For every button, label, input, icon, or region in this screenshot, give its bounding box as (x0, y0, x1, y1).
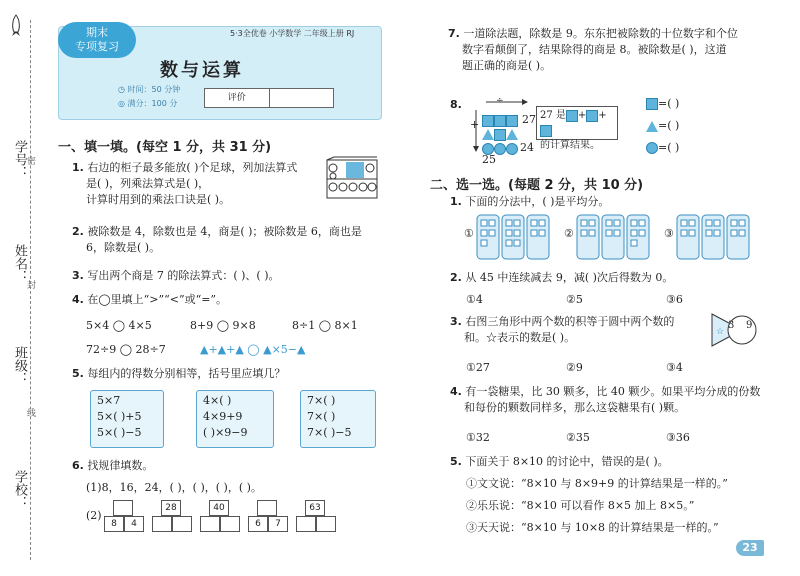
review-badge (58, 22, 136, 58)
cube-left (296, 516, 316, 532)
question-text: 6，除数是( )。 (86, 241, 161, 254)
compare-item: ▲+▲+▲ ◯ ▲×5−▲ (200, 343, 306, 356)
svg-text:☆: ☆ (716, 327, 725, 337)
question-7 (448, 26, 778, 74)
question-text: 一道除法题，除数是 9。东东把被除数的十位数字和个位 (463, 27, 738, 40)
figure-number-b: 9 (746, 320, 753, 331)
note-text: 的计算结果。 (540, 140, 600, 151)
page-title: 数与运算 (160, 60, 244, 81)
sequence-2-label: (2) (86, 509, 102, 522)
question-text: 数字看颠倒了，结果除得的商是 8。被除数是( )，这道 (462, 43, 727, 56)
evaluation-table (204, 88, 334, 108)
cube-right (220, 516, 240, 532)
question-6 (72, 458, 153, 474)
compare-item: 72÷9 ◯ 28÷7 (86, 343, 166, 356)
cube-right: 7 (268, 516, 288, 532)
question-number: 4. (72, 293, 84, 306)
question-number: 5. (72, 367, 84, 380)
football-cabinet-image (326, 156, 378, 200)
compare-item: 8+9 ◯ 9×8 (190, 319, 256, 332)
choice-question-2 (450, 270, 673, 286)
question-text: 从 45 中连续减去 9，减( )次后得数为 0。 (465, 271, 674, 284)
question-number: 6. (72, 459, 84, 472)
question-text: 在◯里填上“>”“<”或“=”。 (87, 293, 228, 306)
question-text: 每组内的得数分别相等，括号里应填几？ (87, 367, 286, 380)
figure-number-a: 3 (728, 320, 735, 331)
option-2[interactable]: ②5 (566, 293, 583, 306)
option-1[interactable]: ① (464, 227, 474, 240)
badge-line: 期末 (86, 26, 108, 39)
cube-top: 63 (305, 500, 325, 516)
cube-stack (104, 500, 144, 532)
cube-right: 4 (124, 516, 144, 532)
question-text: 右边的柜子最多能放( )个足球，列加法算式 (87, 161, 298, 174)
question-number: 4. (450, 385, 462, 398)
cube-left (200, 516, 220, 532)
seal-mark: 密 (25, 156, 35, 165)
group-expr: 7×( ) (307, 394, 336, 407)
question-text: 有一袋糖果，比 30 颗多，比 40 颗少。如果平均分成的份数 (465, 385, 761, 398)
seal-mark: 线 (25, 408, 35, 417)
sequence-1: (1)8，16，24，( )，( )，( )，( )。 (86, 481, 262, 494)
shape-puzzle: ÷ + (472, 96, 534, 152)
result-27: 27 (522, 113, 536, 126)
question-number: 1. (450, 195, 462, 208)
group-expr: 5×7 (97, 394, 121, 407)
group-expr: 7×( )−5 (307, 426, 352, 439)
cube-left: 6 (248, 516, 268, 532)
answer-circle (646, 140, 679, 156)
question-number: 5. (450, 455, 462, 468)
cut-line (30, 20, 31, 560)
answer-square (646, 96, 679, 112)
target-icon: ◎ (118, 99, 125, 108)
binding-strip (0, 0, 48, 576)
cube-right (316, 516, 336, 532)
question-number: 3. (72, 269, 84, 282)
cube-top: 40 (209, 500, 229, 516)
question-number: 2. (450, 271, 462, 284)
rocket-icon (8, 14, 24, 38)
eval-cell[interactable] (270, 89, 334, 107)
option-1[interactable]: ①27 (466, 361, 490, 374)
group-card (300, 390, 376, 448)
group-expr: ( )×9−9 (203, 426, 248, 439)
note-box: 27 是 + + 的计算结果。 (536, 106, 618, 140)
cube-top (257, 500, 277, 516)
option-1[interactable]: ①文文说：“8×10 与 8×9+9 的计算结果是一样的。” (466, 477, 728, 490)
question-text: 下面关于 8×10 的讨论中，错误的是( )。 (465, 455, 669, 468)
group-expr: 5×( )−5 (97, 426, 142, 439)
result-25: 25 (482, 153, 496, 166)
page-number: 23 (736, 540, 764, 556)
question-4 (72, 292, 227, 308)
cube-top (113, 500, 133, 516)
cube-stack (152, 500, 192, 532)
option-3[interactable]: ③天天说：“8×10 与 10×8 的计算结果是一样的。” (466, 521, 719, 534)
question-text: 是( )，列乘法算式是( )， (86, 177, 210, 190)
compare-item: 8÷1 ◯ 8×1 (292, 319, 358, 332)
cube-stack (248, 500, 288, 532)
choice-question-5 (450, 454, 669, 470)
option-1[interactable]: ①32 (466, 431, 490, 444)
group-expr: 5×( )+5 (97, 410, 142, 423)
question-text: 下面的分法中，( )是平均分。 (465, 195, 610, 208)
option-3[interactable]: ③4 (666, 361, 683, 374)
group-card (90, 390, 164, 448)
cube-left (152, 516, 172, 532)
time-text: 时间：50 分钟 (127, 85, 181, 94)
option-1[interactable]: ①4 (466, 293, 483, 306)
compare-item: 5×4 ◯ 4×5 (86, 319, 152, 332)
question-number: 1. (72, 161, 84, 174)
score-text: 满分：100 分 (127, 99, 178, 108)
answer-blank[interactable]: =( ) (658, 97, 680, 110)
question-number: 8. (450, 98, 462, 111)
question-text: 写出两个商是 7 的除法算式：( )、( )。 (87, 269, 280, 282)
question-text: 计算时用到的乘法口诀是( )。 (86, 193, 231, 206)
question-text: 右图三角形中两个数的积等于圆中两个数的 (465, 315, 675, 328)
series-label: 5·3全优卷 小学数学 二年级上册 RJ (230, 29, 355, 38)
option-2[interactable]: ②9 (566, 361, 583, 374)
class-label: 班级： (12, 346, 27, 385)
division-figure-2 (576, 214, 652, 260)
option-3[interactable]: ③6 (666, 293, 683, 306)
option-2[interactable]: ②乐乐说：“8×10 可以看作 8×5 加上 8×5。” (466, 499, 695, 512)
section2-title: 二、选一选。(每题 2 分，共 10 分) (430, 178, 644, 193)
triangle-circle-figure (710, 312, 760, 348)
cube-stack (296, 500, 336, 532)
question-text: 和。☆表示的数是( )。 (464, 331, 576, 344)
result-24: 24 (520, 141, 534, 154)
cube-stack (200, 500, 240, 532)
question-text: 题正确的商是( )。 (462, 59, 552, 72)
question-number: 7. (448, 27, 460, 40)
question-text: 找规律填数。 (87, 459, 154, 472)
option-3[interactable]: ③ (664, 227, 674, 240)
answer-blank[interactable]: =( ) (658, 119, 680, 132)
section1-title: 一、填一填。(每空 1 分，共 31 分) (58, 140, 272, 155)
option-2[interactable]: ② (564, 227, 574, 240)
division-figure-1 (476, 214, 552, 260)
group-card (196, 390, 274, 448)
school-label: 学校： (12, 470, 27, 509)
division-figure-3 (676, 214, 752, 260)
cube-top: 28 (161, 500, 181, 516)
question-text: 和每份的颗数同样多，那么这袋糖果有( )颗。 (464, 401, 686, 414)
cube-right (172, 516, 192, 532)
name-label: 姓名： (12, 244, 27, 283)
seal-mark: 封 (25, 280, 35, 289)
student-id-label: 学号： (12, 140, 27, 179)
badge-line: 专项复习 (75, 40, 119, 53)
group-expr: 7×( ) (307, 410, 336, 423)
time-info (118, 84, 180, 95)
choice-question-1 (450, 194, 609, 210)
note-text: 27 是 (540, 110, 566, 121)
group-expr: 4×( ) (203, 394, 232, 407)
question-5 (72, 366, 285, 382)
group-expr: 4×9+9 (203, 410, 243, 423)
cube-left: 8 (104, 516, 124, 532)
answer-triangle (646, 118, 679, 134)
question-number: 2. (72, 225, 84, 238)
eval-label: 评价 (205, 89, 270, 107)
question-1 (72, 160, 324, 208)
choice-question-4 (450, 384, 780, 416)
option-3[interactable]: ③36 (666, 431, 690, 444)
option-2[interactable]: ②35 (566, 431, 590, 444)
question-2 (72, 224, 384, 256)
answer-blank[interactable]: =( ) (658, 141, 680, 154)
clock-icon: ◷ (118, 85, 125, 94)
question-text: 被除数是 4，除数也是 4，商是( )；被除数是 6，商也是 (87, 225, 362, 238)
score-info (118, 98, 177, 109)
choice-question-3 (450, 314, 720, 346)
question-number: 3. (450, 315, 462, 328)
question-3 (72, 268, 388, 284)
